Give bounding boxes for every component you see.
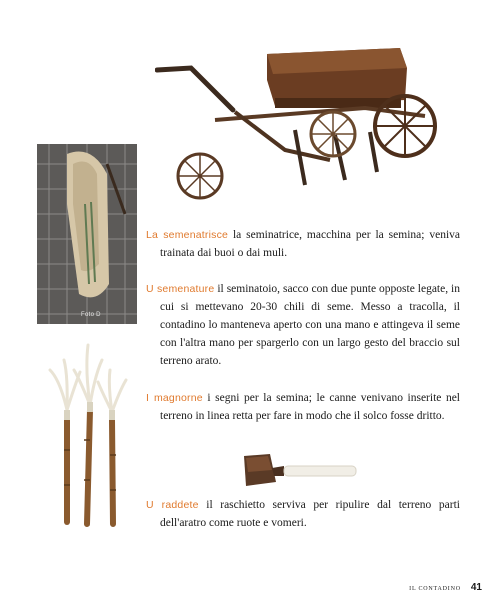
seed-sack-photo xyxy=(37,144,137,324)
scraper-image xyxy=(242,450,360,490)
section-title: IL CONTADINO xyxy=(409,586,461,592)
glossary-entry xyxy=(146,496,460,532)
glossary-term: U raddete xyxy=(146,499,199,511)
reed-markers-image xyxy=(40,340,132,528)
glossary-term: U semenature xyxy=(146,283,215,295)
seeder-machine-image xyxy=(155,40,440,200)
glossary-entry xyxy=(146,389,460,425)
glossary-entry xyxy=(146,226,460,262)
page-footer xyxy=(409,582,482,593)
glossary-term: La semenatrisce xyxy=(146,229,229,241)
glossary-definition: il raschietto serviva per ripulire dal terreno parti dell'aratro come ruote e vomeri. xyxy=(160,499,460,529)
glossary-definition: il seminatoio, sacco con due punte opposte legate, in cui si mettevano 20-30 chili di seme. Messo a tracolla, il contadino lo manteneva aperto con una mano e attingeva il seme con l'altra mano per spargerlo con un largo gesto del braccio sul terreno arato. xyxy=(160,283,460,367)
glossary-entry xyxy=(146,280,460,370)
glossary-definition: la seminatrice, macchina per la semina; veniva trainata dai buoi o dai muli. xyxy=(160,229,460,259)
photo-credit: Foto D xyxy=(81,312,101,318)
glossary-term: I magnorne xyxy=(146,392,203,404)
glossary-definition: i segni per la semina; le canne venivano inserite nel terreno in linea retta per fare in modo che il solco fosse dritto. xyxy=(160,392,460,422)
page-number: 41 xyxy=(470,582,482,593)
